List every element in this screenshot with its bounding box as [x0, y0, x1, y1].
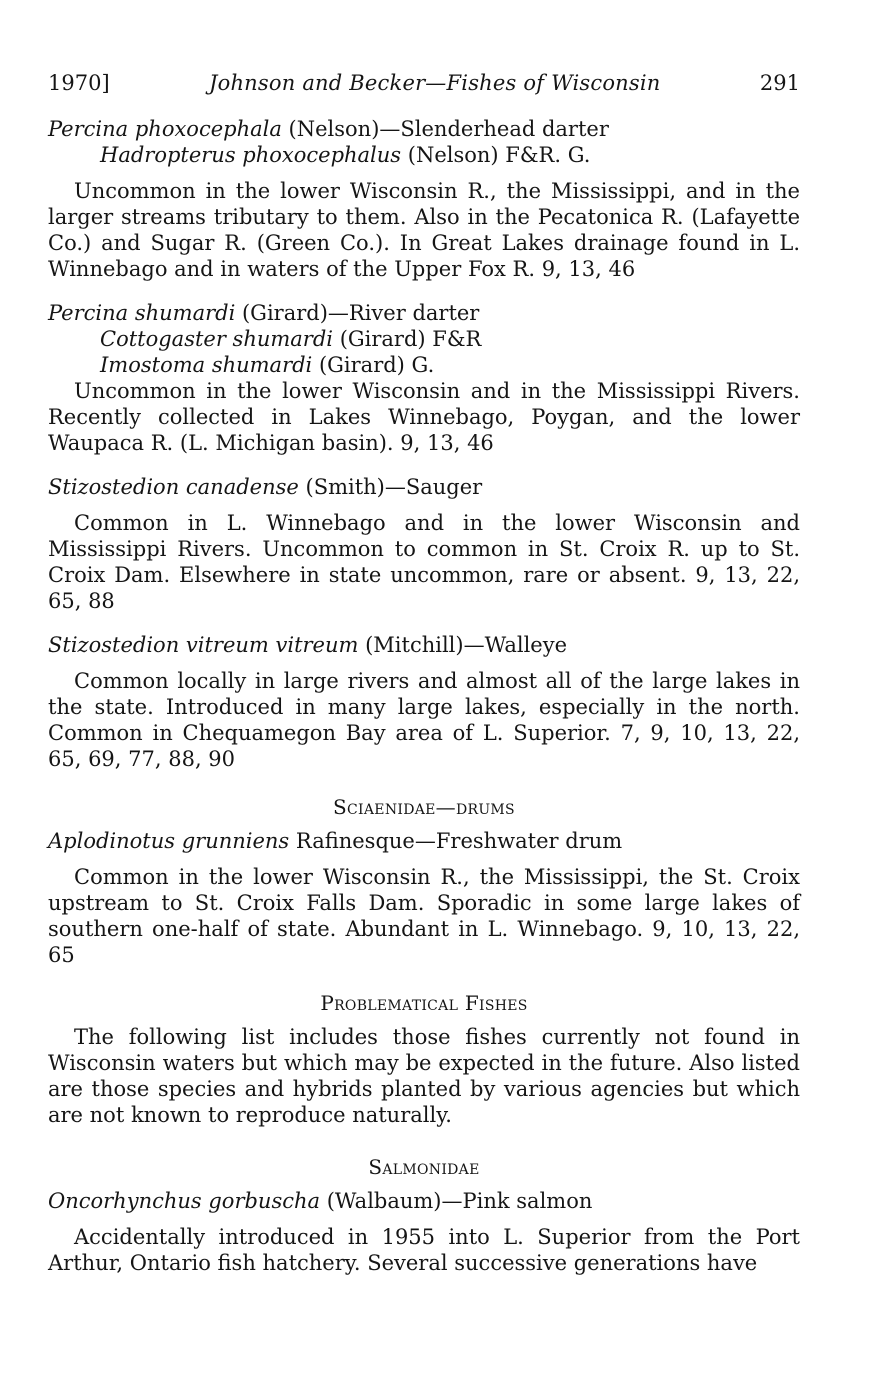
- section-heading-salmonidae: Salmonidae: [368, 1155, 480, 1179]
- species-heading: [48, 116, 800, 142]
- synonym-scientific-name: Hadropterus phoxocephalus: [100, 143, 402, 167]
- synonym-reference: (Nelson) F&R. G.: [401, 143, 591, 167]
- species-description: Accidentally introduced in 1955 into L. Superior from the Port Arthur, Ontario fish hatchery. Several successive generations have: [48, 1225, 800, 1275]
- species-author-common-name: (Nelson)—Slenderhead darter: [281, 117, 609, 141]
- species-scientific-name: Stizostedion canadense: [48, 475, 299, 499]
- species-description: Uncommon in the lower Wisconsin and in the Mississippi Rivers. Recently collected in Lakes Winnebago, Poygan, and the lower Waupaca R. (L. Michigan basin). 9, 13, 46: [48, 379, 800, 455]
- section-heading-sciaenidae: Sciaenidae—drums: [333, 795, 515, 819]
- problematical-description: The following list includes those fishes currently not found in Wisconsin waters but which may be expected in the future. Also listed are those species and hybrids planted by various agencies but which are not known to reproduce naturally.: [48, 1025, 800, 1127]
- species-description: Uncommon in the lower Wisconsin R., the Mississippi, and in the larger streams tributary to them. Also in the Pecatonica R. (Lafayette Co.) and Sugar R. (Green Co.). In Great Lakes drainage found in L. Winnebago and in waters of the Upper Fox R. 9, 13, 46: [48, 179, 800, 281]
- species-scientific-name: Percina shumardi: [48, 301, 236, 325]
- species-entry: [48, 300, 800, 456]
- species-heading: [48, 828, 800, 854]
- page-number: 291: [759, 71, 800, 95]
- species-description: Common in the lower Wisconsin R., the Mississippi, the St. Croix upstream to St. Croix Falls Dam. Sporadic in some large lakes of southern one-half of state. Abundant in L. Winnebago. 9, 10, 13, 22, 65: [48, 865, 800, 967]
- header-title: Johnson and Becker—Fishes of Wisconsin: [209, 71, 661, 95]
- header-year: 1970]: [48, 71, 110, 95]
- species-author-common-name: (Mitchill)—Walleye: [358, 633, 568, 657]
- synonym-line: [48, 326, 800, 352]
- species-scientific-name: Percina phoxocephala: [48, 117, 282, 141]
- synonym-line: [48, 142, 800, 168]
- species-author-common-name: (Girard)—River darter: [235, 301, 480, 325]
- synonym-reference: (Girard) F&R: [333, 327, 482, 351]
- species-heading: [48, 300, 800, 326]
- species-scientific-name: Stizostedion vitreum vitreum: [48, 633, 359, 657]
- synonym-line: [48, 352, 800, 378]
- species-scientific-name: Oncorhynchus gorbuscha: [48, 1189, 321, 1213]
- species-heading: [48, 474, 800, 500]
- species-heading: [48, 632, 800, 658]
- section-heading-problematical: Problematical Fishes: [320, 991, 528, 1015]
- species-entry: [48, 632, 800, 772]
- page: [48, 70, 800, 1276]
- species-description: Common locally in large rivers and almost all of the large lakes in the state. Introduced in many large lakes, especially in the north. Common in Chequamegon Bay area of L. Superior. 7, 9, 10, 13, 22, 65, 69, 77, 88, 90: [48, 669, 800, 771]
- species-author-common-name: (Walbaum)—Pink salmon: [320, 1189, 593, 1213]
- species-scientific-name: Aplodinotus grunniens: [48, 829, 290, 853]
- species-description: Common in L. Winnebago and in the lower Wisconsin and Mississippi Rivers. Uncommon to common in St. Croix R. up to St. Croix Dam. Elsewhere in state uncommon, rare or absent. 9, 13, 22, 65, 88: [48, 511, 800, 613]
- species-author-common-name: (Smith)—Sauger: [298, 475, 483, 499]
- species-heading: [48, 1188, 800, 1214]
- running-head: [48, 70, 800, 96]
- species-entry: [48, 116, 800, 282]
- species-entry: [48, 1188, 800, 1276]
- synonym-scientific-name: Imostoma shumardi: [100, 353, 313, 377]
- species-author-common-name: Rafinesque—Freshwater drum: [289, 829, 623, 853]
- species-entry: [48, 828, 800, 968]
- synonym-reference: (Girard) G.: [312, 353, 435, 377]
- synonym-scientific-name: Cottogaster shumardi: [100, 327, 334, 351]
- species-entry: [48, 474, 800, 614]
